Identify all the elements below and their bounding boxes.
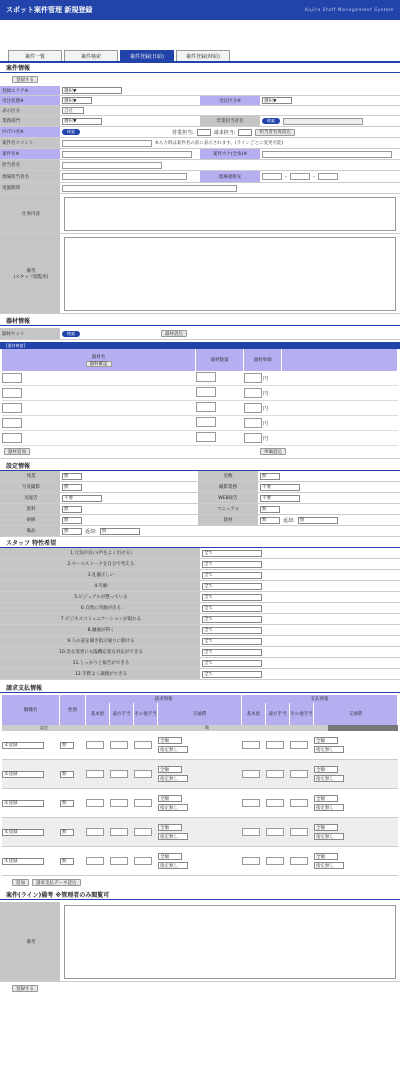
staff-trait-label: 10.急な変更にも臨機応変な対応ができる [0, 647, 200, 657]
billing-row [2, 818, 398, 847]
staff-row [0, 581, 400, 592]
setting-label: マニュアル [198, 504, 258, 514]
money-input[interactable] [110, 828, 128, 836]
setting-select[interactable]: 無 [62, 484, 82, 491]
setting-select[interactable]: 無 [260, 506, 280, 513]
settings-row [0, 504, 400, 515]
gender-select[interactable]: 無 [60, 742, 74, 749]
tab-case-search[interactable]: 案件検索 [64, 50, 118, 61]
money-input[interactable] [266, 770, 284, 778]
label-line-remarks: 備考 [0, 902, 60, 981]
staff-trait-label: 7.ビジネスコミュニケーションが取れる [0, 614, 200, 624]
equip-row [2, 386, 398, 401]
setting-select[interactable]: 無 [260, 517, 280, 524]
tab-case-list[interactable]: 案件一覧 [8, 50, 62, 61]
setting-label: 送報告 [0, 493, 60, 503]
equip-row [2, 416, 398, 431]
billing-reload-button[interactable]: 請求支払データ読込 [32, 879, 81, 886]
staff-trait-select[interactable]: 全て [202, 616, 262, 623]
equip-row [2, 431, 398, 446]
staff-row [0, 614, 400, 625]
tel-input-3[interactable] [318, 173, 338, 180]
staff-trait-label: 11.しっかりと報告ができる [0, 658, 200, 668]
billing-row [2, 731, 398, 760]
label-equip-set: 器材セット [0, 328, 60, 339]
label-site: 現場担当者名 [0, 171, 60, 182]
label-name: 案件名※ [0, 149, 60, 159]
setting-select[interactable]: 無 [62, 517, 82, 524]
label-contact: 担当者名 [0, 160, 60, 170]
equip-set-field [83, 330, 158, 337]
col-num: 数 [86, 725, 328, 731]
area-select[interactable]: 選択▼ [62, 87, 122, 94]
equip-code-input[interactable] [2, 373, 22, 383]
col-bill-overtime: 遠方手当 [110, 703, 134, 725]
owner-reload-button[interactable]: 担当者名再読込 [255, 129, 295, 136]
setting-label: 写真撮影 [0, 482, 60, 492]
staff-trait-select[interactable]: 全て [202, 660, 262, 667]
staff-row [0, 603, 400, 614]
app-header [0, 0, 400, 20]
setting-select[interactable]: 不要 [62, 495, 102, 502]
col-pay: 支払情報 [242, 695, 398, 703]
transport-select[interactable]: 全額 [314, 824, 338, 831]
money-input[interactable] [266, 857, 284, 865]
job-select[interactable]: 未登録 [2, 771, 44, 778]
line-remarks-textarea[interactable] [64, 905, 396, 979]
money-input[interactable] [110, 770, 128, 778]
equip-price-input[interactable] [244, 388, 262, 398]
col-gender: 性別 [60, 695, 86, 725]
equip-price-input[interactable] [244, 373, 262, 383]
settings-table [0, 471, 400, 537]
section-billing: 請求支払情報 [0, 685, 400, 693]
equip-price-input[interactable] [244, 403, 262, 413]
job-select[interactable]: 未登録 [2, 742, 44, 749]
billing-table [2, 731, 398, 876]
label-dept: 業務部門 [0, 116, 60, 126]
setting-label: 資料 [0, 504, 60, 514]
setting-label: 撮影業務 [198, 482, 258, 492]
sales-owner-label: 営業担当: [172, 129, 194, 136]
settings-row [0, 493, 400, 504]
gender-select[interactable]: 無 [60, 771, 74, 778]
section-staff: スタッフ 特性希望 [0, 540, 400, 548]
transport-select[interactable]: 全額 [158, 795, 182, 802]
col-pay-transport: 交通費 [314, 703, 398, 725]
equip-qty-input[interactable] [196, 417, 216, 427]
section-line-remarks: 案件(ライン)備考 ※管理者のみ閲覧可 [0, 892, 400, 900]
setting-select[interactable]: 無 [260, 473, 280, 480]
money-input[interactable] [86, 828, 104, 836]
money-input[interactable] [266, 799, 284, 807]
equip-code-input[interactable] [2, 403, 22, 413]
label-display: 表示区分 [0, 106, 60, 115]
transport-type-select[interactable]: 指定無し [158, 833, 188, 840]
tab-case-hourly[interactable]: 案件登録(時給) [176, 50, 230, 61]
money-input[interactable] [110, 857, 128, 865]
billing-row [2, 789, 398, 818]
staff-trait-select[interactable]: 全て [202, 627, 262, 634]
staff-trait-select[interactable]: 全て [202, 605, 262, 612]
settings-row [0, 515, 400, 526]
col-equip-price: 器材単価 [244, 349, 282, 371]
contact-input[interactable] [62, 162, 162, 169]
money-input[interactable] [242, 828, 260, 836]
settings-row [0, 526, 400, 537]
transport-type-select[interactable]: 指定無し [158, 804, 188, 811]
staff-row [0, 548, 400, 559]
yen-label: 円 [263, 390, 269, 397]
client-search-button[interactable]: 検索 [62, 129, 80, 135]
equip-row [2, 371, 398, 386]
job-select[interactable]: 未登録 [2, 858, 44, 865]
work-textarea[interactable] [64, 197, 396, 231]
col-pay-other: その他手当 [290, 703, 314, 725]
money-input[interactable] [290, 857, 308, 865]
money-input[interactable] [86, 799, 104, 807]
label-kana: 案件カナ(全角)※ [200, 149, 260, 159]
section-settings: 設定情報 [0, 463, 400, 471]
money-input[interactable] [290, 799, 308, 807]
settings-row [0, 471, 400, 482]
col-bill-base: 基本給 [86, 703, 110, 725]
billing-header [2, 695, 398, 725]
staff-trait-label: 3.礼儀正しい [0, 570, 200, 580]
equip-qty-input[interactable] [196, 402, 216, 412]
staff-trait-select[interactable]: 全て [202, 572, 262, 579]
money-input[interactable] [266, 828, 284, 836]
tel-input-1[interactable] [262, 173, 282, 180]
transport-select[interactable]: 全額 [314, 853, 338, 860]
money-input[interactable] [290, 741, 308, 749]
label-client: ｸﾗｲｱﾝﾄ名※ [0, 127, 60, 137]
col-bill: 請求情報 [86, 695, 242, 703]
register-button-top[interactable]: 登録する [12, 76, 38, 83]
money-input[interactable] [86, 857, 104, 865]
col-pay-base: 基本給 [242, 703, 266, 725]
case-kana-input[interactable] [262, 151, 392, 158]
transport-select[interactable]: 全額 [158, 824, 182, 831]
case-name-input[interactable] [62, 151, 192, 158]
transport-select[interactable]: 全額 [158, 766, 182, 773]
staff-trait-select[interactable]: 全て [202, 649, 262, 656]
staff-row [0, 669, 400, 680]
staff-trait-select[interactable]: 全て [202, 671, 262, 678]
setting-label: 残業 [0, 471, 60, 481]
job-select[interactable]: 未登録 [2, 800, 44, 807]
comment-input[interactable] [62, 140, 152, 147]
staff-row [0, 647, 400, 658]
section-equipment: 器材情報 [0, 318, 400, 326]
col-bill-transport: 交通費 [158, 703, 242, 725]
label-site-tel: 現場連絡先 [200, 171, 260, 182]
billing-row [2, 847, 398, 876]
equip-qty-input[interactable] [196, 372, 216, 382]
money-input[interactable] [134, 828, 152, 836]
gender-select[interactable]: 無 [60, 800, 74, 807]
sales-field [283, 118, 363, 125]
equip-qty-input[interactable] [196, 387, 216, 397]
return-select[interactable]: 無 [100, 528, 140, 535]
equip-reload-button[interactable]: 器材読込 [161, 330, 187, 337]
money-input[interactable] [266, 741, 284, 749]
price-reload-button[interactable]: 単価読込 [260, 448, 286, 455]
transport-type-select[interactable]: 指定無し [158, 775, 188, 782]
label-remarks: 備考 (スタッフ閲覧用) [0, 234, 60, 313]
sales-owner-select[interactable] [197, 129, 211, 136]
bill-owner-select[interactable] [238, 129, 252, 136]
register-button-bottom[interactable]: 登録する [12, 985, 38, 992]
yen-label: 円 [263, 375, 269, 382]
equip-row [2, 401, 398, 416]
display-select[interactable]: 自社 [62, 107, 84, 114]
staff-trait-label: 8.融通が利く [0, 625, 200, 635]
label-work: 仕事内容 [0, 194, 60, 233]
transport-select[interactable]: 全額 [314, 766, 338, 773]
staff-trait-label: 6.自然に笑顔が出る [0, 603, 200, 613]
equip-code-input[interactable] [2, 418, 22, 428]
equip-code-input[interactable] [2, 388, 22, 398]
dept-select[interactable]: 選択▼ [62, 118, 102, 125]
gender-select[interactable]: 無 [60, 858, 74, 865]
staff-row [0, 559, 400, 570]
yen-label: 円 [263, 420, 269, 427]
return-select[interactable]: 無 [298, 517, 338, 524]
equip-add-button[interactable]: 器材追加 [4, 448, 30, 455]
setting-select[interactable]: 無 [62, 473, 82, 480]
label-order: 受注状態※ [0, 96, 60, 105]
equip-confirm-button[interactable]: 器材確認 [86, 361, 112, 367]
label-comment: 案件名コメント [0, 138, 60, 148]
label-order-type: 受注区分※ [200, 96, 260, 105]
money-input[interactable] [242, 799, 260, 807]
system-name: Kujira Staff Management System [304, 7, 394, 13]
staff-trait-label: 1.元気が良い(声をよく出せる) [0, 548, 200, 558]
gender-select[interactable]: 無 [60, 829, 74, 836]
staff-row [0, 570, 400, 581]
money-input[interactable] [242, 770, 260, 778]
transport-type-select[interactable]: 指定無し [314, 804, 344, 811]
money-input[interactable] [86, 770, 104, 778]
staff-table [0, 548, 400, 680]
setting-label: 研修 [0, 515, 60, 525]
staff-row [0, 592, 400, 603]
yen-label: 円 [263, 405, 269, 412]
col-job: 職種名 [2, 695, 60, 725]
remarks-textarea[interactable] [64, 237, 396, 311]
setting-select[interactable]: 不要 [260, 495, 300, 502]
staff-trait-label: 5.ビジュアルが整っている [0, 592, 200, 602]
staff-trait-select[interactable]: 全て [202, 594, 262, 601]
setting-select[interactable]: 不要 [260, 484, 300, 491]
job-select[interactable]: 未登録 [2, 829, 44, 836]
setting-label: WEB報告 [198, 493, 258, 503]
label-period: 実施期間 [0, 183, 60, 193]
col-equip-qty: 器材数量 [196, 349, 244, 371]
col-equip-name: 器材名 [91, 354, 106, 360]
comment-note: ※入力時は案件名の前に表示されます。(ラインごとに変更可能) [155, 141, 284, 146]
setting-label: 備品 [0, 526, 60, 536]
transport-select[interactable]: 全額 [314, 737, 338, 744]
transport-type-select[interactable]: 指定無し [314, 862, 344, 869]
transport-select[interactable]: 全額 [158, 737, 182, 744]
bill-owner-label: 請求担当: [213, 129, 236, 136]
tel-input-2[interactable] [290, 173, 310, 180]
equip-code-input[interactable] [2, 433, 22, 443]
transport-type-select[interactable]: 指定無し [158, 862, 188, 869]
money-input[interactable] [134, 799, 152, 807]
transport-type-select[interactable]: 指定無し [158, 746, 188, 753]
label-area: 登録エリア※ [0, 86, 60, 95]
col-bill-other: その他手当 [134, 703, 158, 725]
staff-trait-label: 12.手際よく調理ができる [0, 669, 200, 679]
staff-trait-select[interactable]: 全て [202, 561, 262, 568]
transport-type-select[interactable]: 指定無し [314, 746, 344, 753]
col-pay-overtime: 遠方手当 [266, 703, 290, 725]
setting-select[interactable]: 無 [62, 506, 82, 513]
staff-trait-label: 4.年齢 [0, 581, 200, 591]
return-label: 返却: [283, 517, 295, 524]
col-set: 設定 [2, 725, 86, 731]
billing-subheader [2, 725, 398, 731]
tab-case-daily[interactable]: 案件登録(日給) [120, 50, 174, 61]
staff-trait-select[interactable]: 全て [202, 583, 262, 590]
money-input[interactable] [134, 741, 152, 749]
transport-type-select[interactable]: 指定無し [314, 775, 344, 782]
staff-trait-label: 9.人の話を聞き指示通りに動ける [0, 636, 200, 646]
money-input[interactable] [110, 799, 128, 807]
equip-set-search-button[interactable]: 検索 [62, 331, 80, 337]
money-input[interactable] [134, 770, 152, 778]
site-contact-input[interactable] [62, 173, 187, 180]
transport-select[interactable]: 全額 [314, 795, 338, 802]
equip-search-bar: [器材検索] [0, 342, 400, 349]
billing-row [2, 760, 398, 789]
label-sales: 営業担当者名 [200, 116, 260, 126]
staff-trait-label: 2.セールストークを自分で考える [0, 559, 200, 569]
order-status-select[interactable]: 選択▼ [62, 97, 92, 104]
equip-table [2, 371, 398, 446]
money-input[interactable] [242, 741, 260, 749]
transport-type-select[interactable]: 指定無し [314, 833, 344, 840]
return-label: 返却: [85, 528, 97, 535]
section-case-info: 案件情報 [0, 65, 400, 73]
staff-row [0, 636, 400, 647]
staff-row [0, 658, 400, 669]
page-title: スポット案件管理 新規登録 [6, 6, 93, 14]
money-input[interactable] [86, 741, 104, 749]
sales-search-button[interactable]: 検索 [262, 118, 280, 124]
equip-price-input[interactable] [244, 418, 262, 428]
money-input[interactable] [110, 741, 128, 749]
tab-bar [0, 20, 400, 63]
setting-select[interactable]: 無 [62, 528, 82, 535]
equip-price-input[interactable] [244, 433, 262, 443]
money-input[interactable] [290, 770, 308, 778]
settings-row [0, 482, 400, 493]
yen-label: 円 [263, 435, 269, 442]
setting-label: 実数 [198, 471, 258, 481]
order-type-select[interactable]: 選択▼ [262, 97, 292, 104]
setting-label: 資材 [198, 515, 258, 525]
money-input[interactable] [290, 828, 308, 836]
equip-qty-input[interactable] [196, 432, 216, 442]
transport-select[interactable]: 全額 [158, 853, 182, 860]
staff-trait-select[interactable]: 全て [202, 638, 262, 645]
staff-row [0, 625, 400, 636]
money-input[interactable] [134, 857, 152, 865]
billing-add-button[interactable]: 追加 [12, 879, 29, 886]
money-input[interactable] [242, 857, 260, 865]
period-input[interactable] [62, 185, 237, 192]
staff-trait-select[interactable]: 全て [202, 550, 262, 557]
